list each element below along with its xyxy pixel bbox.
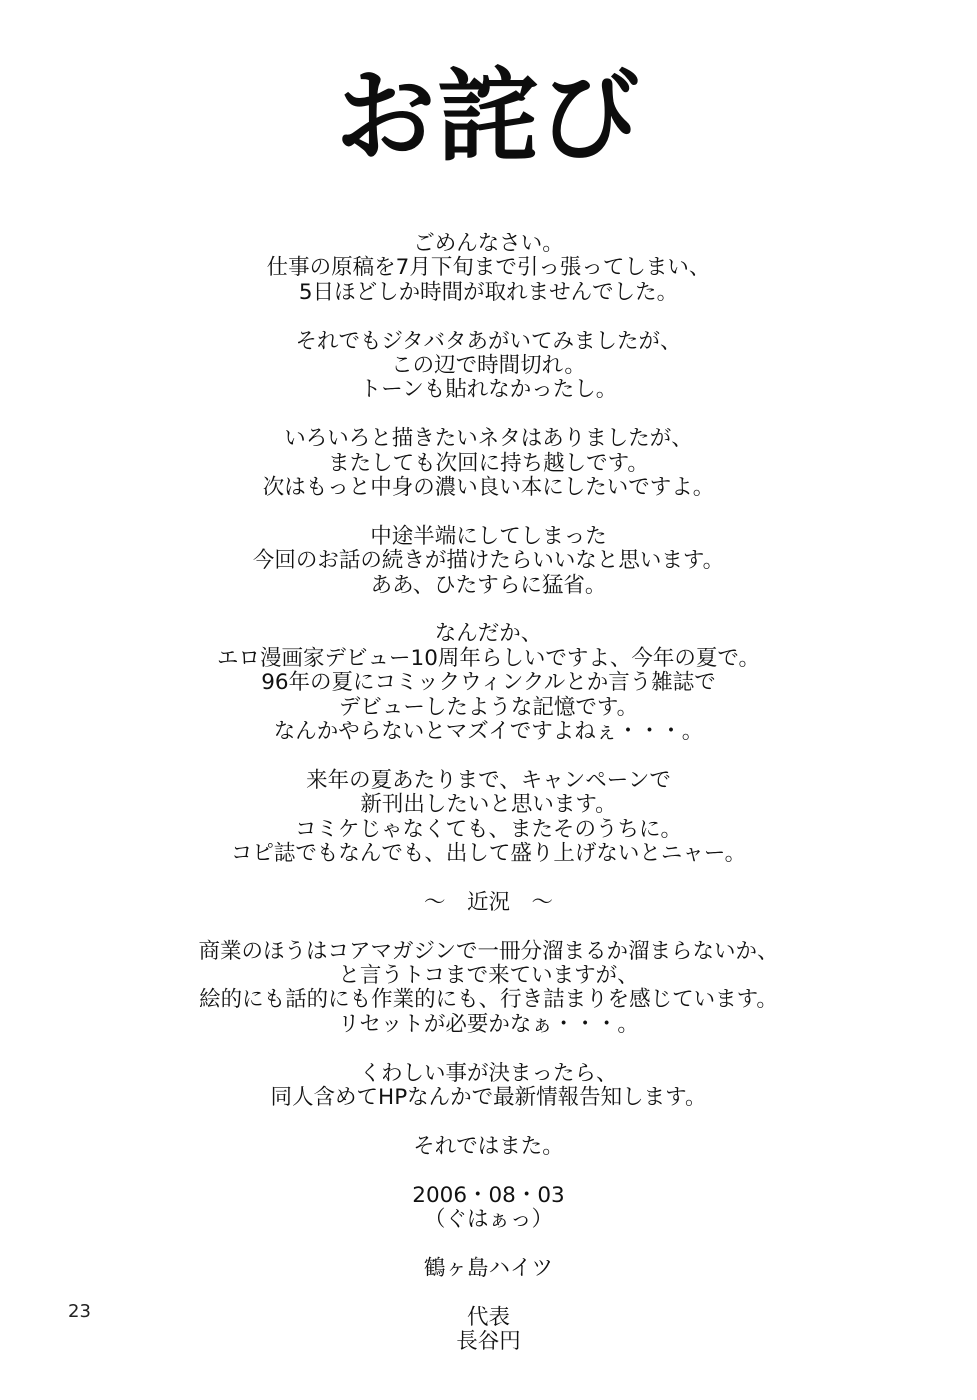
text-line: コミケじゃなくても、またそのうちに。 (294, 816, 682, 842)
text-line: と言うトコまで来ていますが、 (338, 963, 639, 989)
text-line: トーンも貼れなかったし。 (359, 377, 618, 403)
paragraph (0, 769, 977, 867)
text-line: 絵的にも話的にも作業的にも、行き詰まりを感じています。 (199, 987, 778, 1013)
text-line: くわしい事が決まったら、 (359, 1060, 618, 1086)
text-line: 鶴ヶ島ハイツ (423, 1255, 553, 1281)
text-line: 2006・08・03 (412, 1182, 565, 1208)
text-line: デビューしたような記憶です。 (338, 694, 639, 720)
text-line: 96年の夏にコミックウィンクルとか言う雑誌で (261, 670, 716, 696)
text-line: この辺で時間切れ。 (391, 353, 586, 379)
text-line: （ぐはぁっ） (423, 1207, 553, 1233)
paragraph (0, 1184, 977, 1233)
paragraph (0, 891, 977, 915)
page-title: お詫び (335, 58, 642, 175)
page-number: 23 (68, 1301, 91, 1322)
text-line: それでもジタバタあがいてみましたが、 (295, 328, 682, 354)
paragraph (0, 330, 977, 403)
paragraph (0, 622, 977, 744)
text-line: リセットが必要かなぁ・・・。 (338, 1011, 639, 1037)
paragraph (0, 940, 977, 1038)
text-line: ああ、ひたすらに猛省。 (370, 572, 607, 598)
text-line: 代表 (466, 1304, 510, 1330)
text-line: 今回のお話の続きが描けたらいいなと思います。 (252, 548, 725, 574)
paragraph (0, 525, 977, 598)
text-line: またしても次回に持ち越しです。 (328, 450, 649, 476)
paragraph (0, 232, 977, 305)
paragraph (0, 1257, 977, 1281)
paragraph (0, 427, 977, 500)
text-line: なんだか、 (434, 621, 543, 647)
text-line: 来年の夏あたりまで、キャンペーンで (306, 767, 671, 793)
paragraph (0, 1062, 977, 1111)
text-line: 商業のほうはコアマガジンで一冊分溜まるか溜まらないか、 (198, 938, 779, 964)
text-line: 次はもっと中身の濃い良い本にしたいですよ。 (262, 475, 715, 501)
text-line: 新刊出したいと思います。 (360, 792, 617, 818)
paragraph (0, 1135, 977, 1159)
text-line: 長谷円 (456, 1329, 521, 1355)
paragraph (0, 1306, 977, 1355)
text-line: 同人含めてHPなんかで最新情報告知します。 (270, 1085, 707, 1111)
apology-text-body (0, 232, 977, 1379)
text-line: 中途半端にしてしまった (370, 523, 607, 549)
text-line: なんかやらないとマズイですよねぇ・・・。 (273, 719, 704, 745)
text-line: 5日ほどしか時間が取れませんでした。 (298, 279, 679, 305)
text-line: コピ誌でもなんでも、出して盛り上げないとニャー。 (230, 841, 747, 867)
text-line: 仕事の原稿を7月下旬まで引っ張ってしまい、 (266, 255, 711, 281)
text-line: エロ漫画家デビュー10周年らしいですよ、今年の夏で。 (217, 645, 760, 671)
text-line: ～ 近況 ～ (423, 889, 553, 915)
text-line: いろいろと描きたいネタはありましたが、 (284, 426, 693, 452)
text-line: それではまた。 (413, 1133, 564, 1159)
text-line: ごめんなさい。 (413, 231, 564, 256)
